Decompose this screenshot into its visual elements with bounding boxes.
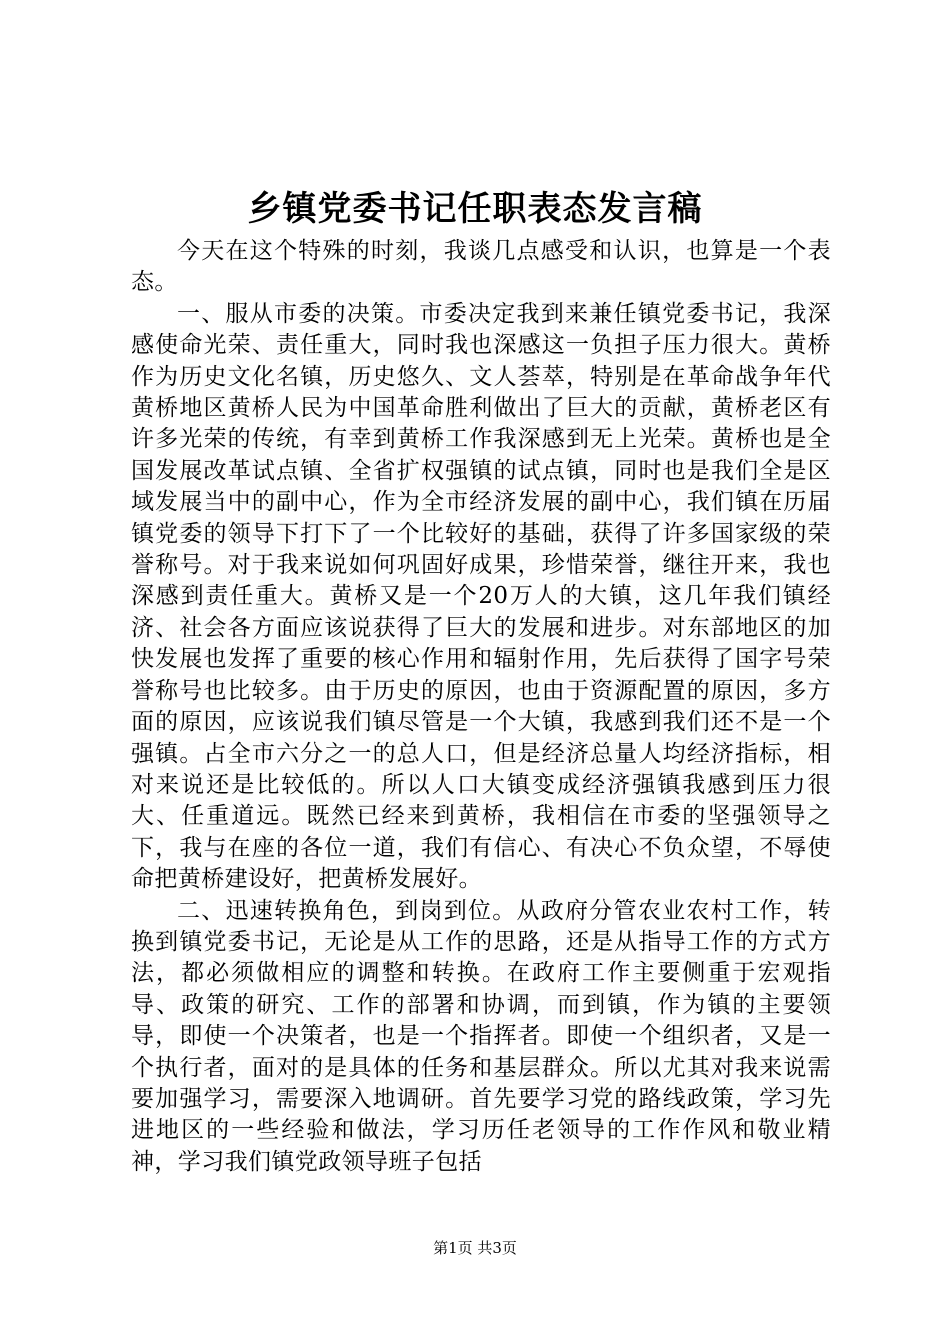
page-footer: 第1页 共3页 bbox=[433, 1239, 517, 1257]
paragraph-intro: 今天在这个特殊的时刻，我谈几点感受和认识，也算是一个表态。 bbox=[131, 238, 831, 296]
document-body bbox=[131, 236, 831, 1178]
paragraph-section-2: 二、迅速转换角色，到岗到位。从政府分管农业农村工作，转换到镇党委书记，无论是从工作的思路，还是从指导工作的方式方法，都必须做相应的调整和转换。在政府工作主要侧重于宏观指导、政策的研究、工作的部署和协调，而到镇，作为镇的主要领导，即使一个决策者，也是一个指挥者。即使一个组织者，又是一个执行者，面对的是具体的任务和基层群众。所以尤其对我来说需要加强学习，需要深入地调研。首先要学习党的路线政策，学习先进地区的一些经验和做法，学习历任老领导的工作作风和敬业精神，学习我们镇党政领导班子包括 bbox=[131, 897, 831, 1175]
document-title: 乡镇党委书记任职表态发言稿 bbox=[247, 189, 703, 229]
paragraph-section-1: 一、服从市委的决策。市委决定我到来兼任镇党委书记，我深感使命光荣、责任重大，同时我也深感这一负担子压力很大。黄桥作为历史文化名镇，历史悠久、文人荟萃，特别是在革命战争年代黄桥地区黄桥人民为中国革命胜利做出了巨大的贡献，黄桥老区有许多光荣的传统，有幸到黄桥工作我深感到无上光荣。黄桥也是全国发展改革试点镇、全省扩权强镇的试点镇，同时也是我们全是区域发展当中的副中心，作为全市经济发展的副中心，我们镇在历届镇党委的领导下打下了一个比较好的基础，获得了许多国家级的荣誉称号。对于我来说如何巩固好成果，珍惜荣誉，继往开来，我也深感到责任重大。黄桥又是一个20万人的大镇，这几年我们镇经济、社会各方面应该说获得了巨大的发展和进步。对东部地区的加快发展也发挥了重要的核心作用和辐射作用，先后获得了国字号荣誉称号也比较多。由于历史的原因，也由于资源配置的原因，多方面的原因，应该说我们镇尽管是一个大镇，我感到我们还不是一个强镇。占全市六分之一的总人口，但是经济总量人均经济指标，相对来说还是比较低的。所以人口大镇变成经济强镇我感到压力很大、任重道远。既然已经来到黄桥，我相信在市委的坚强领导之下，我与在座的各位一道，我们有信心、有决心不负众望，不辱使命把黄桥建设好，把黄桥发展好。 bbox=[131, 300, 831, 893]
